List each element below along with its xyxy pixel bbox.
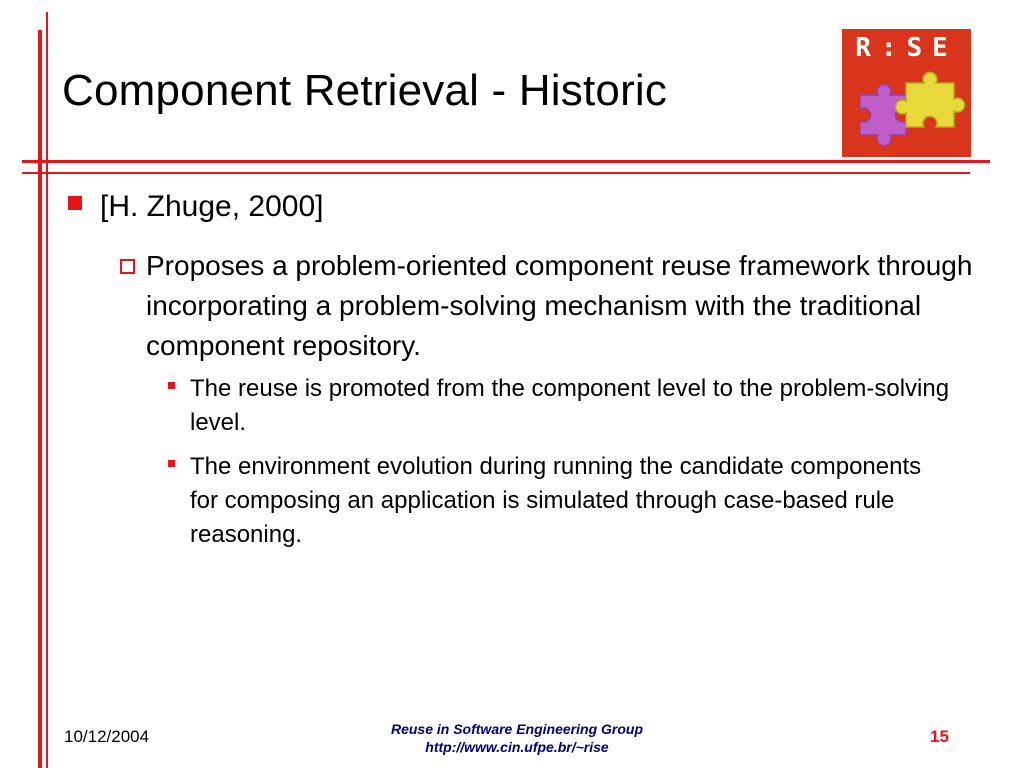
logo-text: R:SE bbox=[855, 33, 958, 63]
hollow-square-bullet-icon bbox=[120, 259, 135, 274]
puzzle-pieces-icon bbox=[842, 29, 971, 157]
page-number: 15 bbox=[930, 727, 949, 746]
small-square-bullet-icon bbox=[168, 382, 175, 389]
bullet-level3-item: The environment evolution during running the candidate components for composing an application is simulated through case-based rule reasoning. bbox=[190, 453, 922, 548]
slide-title: Component Retrieval - Historic bbox=[62, 66, 668, 115]
footer-group bbox=[376, 720, 658, 756]
vertical-rule-thin bbox=[46, 12, 48, 768]
footer-date: 10/12/2004 bbox=[64, 727, 150, 746]
small-square-bullet-icon bbox=[168, 460, 175, 467]
horizontal-rule-thin bbox=[22, 172, 970, 174]
bullet-square-icon bbox=[68, 196, 82, 210]
bullet-level1: [H. Zhuge, 2000] bbox=[100, 190, 324, 223]
footer-group-name: Reuse in Software Engineering Group bbox=[390, 721, 644, 737]
footer-url: http://www.cin.ufpe.br/~rise bbox=[425, 739, 609, 755]
vertical-rule-thick bbox=[38, 30, 42, 768]
horizontal-rule-thick bbox=[22, 160, 990, 163]
bullet-level2: Proposes a problem-oriented component reuse framework through incorporating a problem-solving mechanism with the traditional component repository. bbox=[146, 250, 973, 361]
bullet-level3-item: The reuse is promoted from the component level to the problem-solving level. bbox=[190, 375, 950, 436]
rise-logo bbox=[842, 29, 971, 157]
